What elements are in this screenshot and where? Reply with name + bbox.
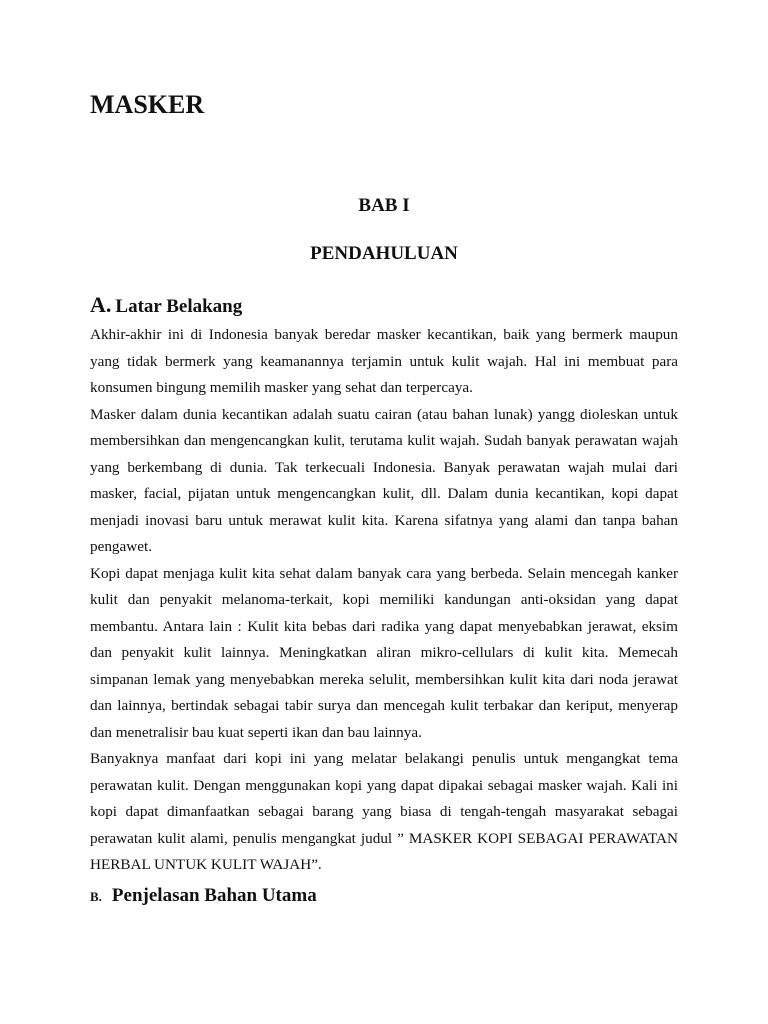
section-a-letter: A. — [90, 292, 112, 317]
chapter-title: PENDAHULUAN — [310, 243, 458, 264]
paragraph-3: Kopi dapat menjaga kulit kita sehat dalam banyak cara yang berbeda. Selain mencegah kanker kulit dan penyakit melanoma-terkait, kopi memiliki kandungan anti-oksidan yang dapat membantu. Antara lain : Kulit kita bebas dari radika yang dapat menyebabkan jerawat, eksim dan penyakit kulit lainnya. Meningkatkan aliran mikro-cellulars di kulit kita. Memecah simpanan lemak yang menyebabkan mereka selulit, membersihkan kulit kita dari noda jerawat dan lainnya, bertindak sebagai tabir surya dan mencegah kulit terbakar dan keriput, menyerap dan menetralisir bau kuat seperti ikan dan bau lainnya. — [90, 564, 678, 741]
section-b-title: Penjelasan Bahan Utama — [111, 885, 317, 906]
section-a-body — [90, 322, 678, 879]
chapter-number: BAB I — [358, 195, 410, 216]
paragraph-4: Banyaknya manfaat dari kopi ini yang melatar belakangi penulis untuk mengangkat tema perawatan kulit. Dengan menggunakan kopi yang dapat dipakai sebagai masker wajah. Kali ini kopi dapat dimanfaatkan sebagai barang yang biasa di tengah-tengah masyarakat sebagai perawatan kulit alami, penulis mengangkat judul ” MASKER KOPI SEBAGAI PERAWATAN HERBAL UNTUK KULIT WAJAH”. — [90, 750, 678, 873]
paragraph-2: Masker dalam dunia kecantikan adalah suatu cairan (atau bahan lunak) yangg dioleskan untuk membersihkan dan mengencangkan kulit, terutama kulit wajah. Sudah banyak perawatan wajah yang berkembang di dunia. Tak terkecuali Indonesia. Banyak perawatan wajah mulai dari masker, facial, pijatan untuk mengencangkan kulit, dll. Dalam dunia kecantikan, kopi dapat menjadi inovasi baru untuk merawat kulit kita. Karena sifatnya yang alami dan tanpa bahan pengawet. — [90, 405, 678, 555]
document-title: MASKER — [90, 90, 205, 119]
paragraph-1: Akhir-akhir ini di Indonesia banyak beredar masker kecantikan, baik yang bermerk maupun yang tidak bermerk yang keamanannya terjamin untuk kulit wajah. Hal ini membuat para konsumen bingung memilih masker yang sehat dan terpercaya. — [90, 326, 678, 396]
section-b-letter: B. — [90, 889, 102, 904]
section-b-heading — [90, 885, 317, 907]
section-a-heading — [90, 292, 242, 318]
section-a-title: Latar Belakang — [115, 296, 243, 317]
